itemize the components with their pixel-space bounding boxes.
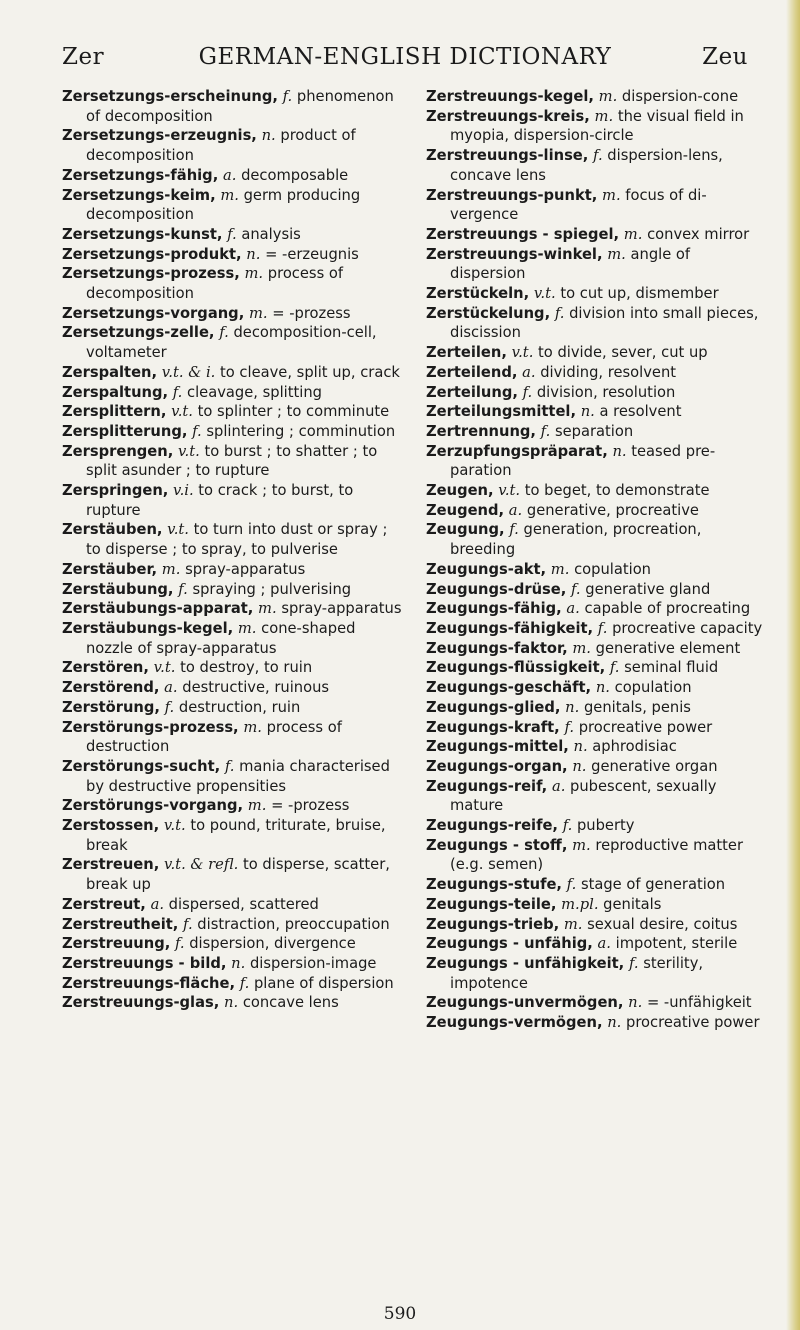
entry-grammar: f. [219, 324, 229, 342]
dictionary-entry [426, 87, 768, 107]
dictionary-entry [426, 993, 768, 1013]
dictionary-entry [62, 323, 404, 362]
entry-grammar: f. [566, 876, 577, 894]
entry-headword: Zeugungs-fähigkeit, [426, 619, 594, 637]
entry-definition: generative element [595, 639, 741, 657]
dictionary-entry [426, 225, 768, 245]
entry-headword: Zeugungs - stoff, [426, 836, 568, 854]
entry-definition: generation, procreation, breeding [450, 521, 702, 559]
dictionary-entry [62, 816, 404, 855]
left-column [62, 87, 404, 1013]
entry-headword: Zerstreutheit, [62, 915, 179, 933]
entry-headword: Zerstörungs-prozess, [62, 718, 239, 736]
dictionary-entry [62, 520, 404, 559]
dictionary-entry [426, 737, 768, 757]
entry-headword: Zerstreuen, [62, 856, 160, 874]
dictionary-entry [426, 422, 768, 442]
entry-definition: to disperse, scatter, break up [86, 856, 390, 894]
entry-grammar: f. [282, 88, 293, 105]
entry-grammar: a. [597, 935, 611, 953]
entry-grammar: a. [164, 679, 178, 697]
dictionary-entry [62, 895, 404, 915]
entry-headword: Zeugungs-geschäft, [426, 679, 592, 697]
page-number: 590 [383, 1304, 417, 1324]
dictionary-entry [426, 304, 768, 343]
dictionary-entry [62, 855, 404, 894]
entry-grammar: m. [248, 304, 268, 322]
header-title: GERMAN-ENGLISH DICTIONARY [198, 44, 612, 70]
entry-headword: Zerstreut, [62, 895, 146, 913]
entry-definition: destructive, ruinous [182, 679, 330, 697]
dictionary-entry [62, 796, 404, 816]
entry-definition: copulation [614, 679, 692, 697]
entry-headword: Zeugungs-glied, [426, 698, 561, 716]
entry-definition: to cleave, split up, crack [220, 363, 400, 381]
entry-grammar: n. [246, 245, 261, 263]
entry-grammar: n. [607, 1014, 622, 1032]
entry-headword: Zerteilend, [426, 363, 518, 381]
entry-headword: Zeugungs-reife, [426, 817, 559, 835]
dictionary-entry [62, 402, 404, 422]
dictionary-entry [62, 126, 404, 165]
entry-headword: Zerstäubungs-kegel, [62, 619, 234, 637]
entry-grammar: a. [150, 895, 164, 913]
dictionary-entry [62, 993, 404, 1013]
entry-definition: genitals, penis [583, 698, 691, 716]
entry-grammar: a. [551, 777, 566, 795]
entry-headword: Zeugungs-reif, [426, 777, 548, 795]
entry-grammar: f. [571, 580, 581, 598]
entry-grammar: v.t. [167, 521, 189, 539]
entry-headword: Zerstückelung, [426, 304, 551, 322]
entry-grammar: n. [231, 954, 246, 972]
entry-definition: = -unfähigkeit [646, 994, 752, 1012]
entry-definition: angle of dispersion [450, 245, 691, 283]
entry-headword: Zeugungs-vermögen, [426, 1014, 603, 1032]
entry-headword: Zerstörend, [62, 679, 160, 697]
entry-headword: Zeugungs-mittel, [426, 738, 569, 756]
entry-definition: analysis [241, 225, 301, 243]
dictionary-entry [62, 186, 404, 225]
dictionary-entry [62, 422, 404, 442]
entry-headword: Zerteilung, [426, 383, 518, 401]
dictionary-entry [62, 304, 404, 324]
dictionary-entry [62, 599, 404, 619]
header-last-guide-word: Zeu [702, 44, 748, 70]
entry-grammar: v.t. & i. [161, 363, 216, 381]
dictionary-entry [62, 580, 404, 600]
dictionary-entry [426, 520, 768, 559]
dictionary-entry [426, 875, 768, 895]
entry-headword: Zeugungs-akt, [426, 560, 547, 578]
entry-definition: division, resolution [536, 383, 676, 401]
entry-definition: to destroy, to ruin [180, 659, 313, 677]
dictionary-entry [62, 383, 404, 403]
entry-headword: Zerstückeln, [426, 285, 530, 303]
dictionary-entry [62, 678, 404, 698]
entry-definition: decomposition-cell, voltameter [86, 324, 377, 362]
entry-headword: Zeugungs-organ, [426, 757, 568, 775]
dictionary-entry [62, 166, 404, 186]
entry-definition: to burst ; to shatter ; to split asunder ; to rupture [86, 442, 378, 480]
entry-grammar: f. [540, 422, 551, 440]
dictionary-entry [62, 619, 404, 658]
entry-grammar: a. [522, 363, 536, 381]
entry-headword: Zeugungs-faktor, [426, 639, 568, 657]
entry-definition: dispersion-image [249, 954, 377, 972]
entry-definition: product of decomposition [86, 127, 356, 165]
entry-definition: generative, procreative [526, 501, 699, 519]
entry-headword: Zeugungs - unfähig, [426, 935, 593, 953]
entry-grammar: f. [172, 383, 183, 401]
entry-grammar: a. [566, 600, 580, 618]
entry-grammar: f. [239, 974, 250, 992]
dictionary-entry [62, 974, 404, 994]
dictionary-entry [426, 402, 768, 422]
entry-definition: = -erzeugnis [265, 245, 359, 263]
entry-headword: Zeugung, [426, 521, 505, 539]
entry-definition: to splinter ; to comminute [197, 403, 390, 421]
dictionary-entry [426, 284, 768, 304]
entry-grammar: f. [554, 304, 565, 322]
dictionary-entry [426, 146, 768, 185]
entry-headword: Zersetzungs-prozess, [62, 265, 240, 283]
dictionary-entry [62, 481, 404, 520]
entry-grammar: m. [598, 88, 618, 105]
entry-headword: Zersetzungs-keim, [62, 186, 216, 204]
dictionary-entry [426, 383, 768, 403]
entry-headword: Zerspalten, [62, 363, 158, 381]
dictionary-entry [62, 718, 404, 757]
dictionary-entry [62, 757, 404, 796]
entry-definition: to beget, to demonstrate [524, 482, 710, 500]
entry-definition: reproductive matter (e.g. semen) [450, 836, 743, 874]
dictionary-entry [62, 934, 404, 954]
entry-definition: spraying ; pulverising [192, 580, 352, 598]
dictionary-entry [62, 245, 404, 265]
entry-definition: capable of procreating [584, 600, 751, 618]
entry-definition: a resolvent [599, 403, 682, 421]
entry-headword: Zersetzungs-kunst, [62, 225, 223, 243]
entry-definition: dispersion, divergence [189, 935, 356, 953]
entry-definition: teased preparation [450, 442, 716, 480]
entry-definition: phenomenon of decomposition [86, 88, 394, 125]
dictionary-entry [426, 442, 768, 481]
entry-headword: Zersplitterung, [62, 422, 188, 440]
dictionary-entry [426, 836, 768, 875]
entry-headword: Zerstäuben, [62, 521, 163, 539]
entry-definition: generative organ [591, 757, 718, 775]
entry-definition: process of decomposition [86, 265, 344, 303]
dictionary-entry [62, 954, 404, 974]
dictionary-entry [426, 698, 768, 718]
dictionary-entry [426, 363, 768, 383]
header-first-guide-word: Zer [62, 44, 105, 70]
entry-definition: stage of generation [580, 876, 726, 894]
entry-headword: Zersetzungs-fähig, [62, 166, 219, 184]
dictionary-entry [426, 107, 768, 146]
entry-headword: Zerstäubungs-apparat, [62, 600, 254, 618]
dictionary-entry [426, 639, 768, 659]
entry-grammar: f. [593, 147, 603, 165]
entry-definition: puberty [576, 817, 635, 835]
entry-definition: to turn into dust or spray ; to disperse ; to spray, to pulverise [86, 521, 388, 559]
dictionary-entry [426, 678, 768, 698]
entry-grammar: f. [178, 580, 188, 598]
dictionary-entry [426, 777, 768, 816]
dictionary-entry [62, 264, 404, 303]
entry-grammar: m. [623, 225, 643, 243]
dictionary-entry [426, 501, 768, 521]
entry-headword: Zerspringen, [62, 482, 169, 500]
entry-grammar: m. [594, 107, 614, 125]
entry-grammar: f. [174, 935, 185, 953]
entry-grammar: m. [607, 245, 626, 263]
entry-definition: dividing, resolvent [540, 363, 677, 381]
dictionary-entry [426, 816, 768, 836]
entry-headword: Zersplittern, [62, 403, 167, 421]
entry-grammar: m.pl. [561, 895, 599, 913]
entry-headword: Zersetzungs-produkt, [62, 245, 242, 263]
entry-headword: Zerstörung, [62, 698, 160, 716]
entry-definition: dispersion-lens, concave lens [450, 147, 723, 184]
entry-definition: spray-apparatus [281, 600, 402, 618]
entry-definition: procreative power [626, 1014, 760, 1032]
entry-definition: to crack ; to burst, to rupture [86, 482, 354, 519]
entry-headword: Zerstörungs-vorgang, [62, 797, 244, 815]
entry-definition: procreative power [578, 718, 713, 736]
entry-headword: Zerstreuungs-fläche, [62, 974, 236, 992]
entry-headword: Zeugungs-fähig, [426, 600, 562, 618]
entry-grammar: v.t. [171, 403, 193, 421]
entry-headword: Zerstörungs-sucht, [62, 757, 221, 775]
dictionary-entry [426, 718, 768, 738]
entry-grammar: n. [580, 403, 595, 421]
entry-headword: Zerstreuungs-kegel, [426, 88, 594, 105]
entry-grammar: a. [508, 501, 523, 519]
entry-headword: Zerstreuungs-linse, [426, 147, 589, 165]
entry-grammar: m. [161, 560, 181, 578]
dictionary-entry [426, 658, 768, 678]
entry-grammar: a. [222, 166, 237, 184]
entry-grammar: n. [595, 679, 610, 697]
entry-headword: Zeugungs-kraft, [426, 718, 560, 736]
entry-grammar: v.t. & refl. [163, 856, 239, 874]
dictionary-entry [426, 343, 768, 363]
entry-definition: impotent, sterile [615, 935, 738, 953]
entry-definition: process of destruction [86, 718, 342, 756]
entry-definition: germ producing decomposition [86, 186, 361, 224]
dictionary-entry [62, 915, 404, 935]
dictionary-entry [426, 560, 768, 580]
running-header [62, 44, 748, 78]
entry-headword: Zeugungs-drüse, [426, 580, 567, 598]
entry-grammar: v.t. [163, 817, 186, 835]
entry-definition: concave lens [242, 994, 339, 1012]
entry-definition: convex mirror [647, 225, 750, 243]
entry-headword: Zersetzungs-erzeugnis, [62, 127, 257, 145]
entry-grammar: m. [237, 619, 257, 637]
dictionary-entry [426, 895, 768, 915]
entry-headword: Zersetzungs-erscheinung, [62, 88, 278, 105]
entry-definition: dispersed, scattered [168, 895, 319, 913]
entry-headword: Zerstäuber, [62, 560, 158, 578]
entry-grammar: m. [563, 915, 583, 933]
entry-headword: Zerstreuungs-winkel, [426, 245, 603, 263]
entry-definition: procreative capacity [612, 619, 763, 637]
entry-definition: splintering ; comminution [206, 422, 396, 440]
dictionary-entry [62, 560, 404, 580]
entry-grammar: n. [224, 994, 239, 1012]
dictionary-entry [426, 481, 768, 501]
dictionary-entry [62, 363, 404, 383]
entry-grammar: f. [509, 521, 519, 539]
dictionary-entry [426, 1013, 768, 1033]
entry-headword: Zerstreuung, [62, 935, 171, 953]
entry-grammar: f. [224, 757, 235, 775]
entry-definition: = -prozess [272, 304, 351, 322]
dictionary-entry [426, 954, 768, 993]
dictionary-entry [426, 580, 768, 600]
entry-headword: Zerstreuungs - bild, [62, 954, 227, 972]
entry-definition: to cut up, dismember [560, 285, 719, 303]
entry-definition: mania characterised by destructive propensities [86, 757, 390, 795]
entry-definition: spray-apparatus [185, 560, 306, 578]
entry-grammar: m. [243, 718, 262, 736]
entry-definition: = -prozess [271, 797, 350, 815]
entry-grammar: m. [247, 797, 267, 815]
entry-definition: dispersion-cone [621, 88, 739, 105]
entry-definition: plane of dispersion [253, 974, 394, 992]
entry-grammar: n. [261, 127, 276, 145]
entry-definition: aphrodisiac [592, 738, 677, 756]
entry-grammar: v.t. [177, 442, 200, 460]
entry-grammar: f. [183, 915, 193, 933]
entry-headword: Zerstören, [62, 659, 149, 677]
entry-definition: genitals [603, 895, 662, 913]
dictionary-entry [62, 442, 404, 481]
entry-grammar: n. [573, 738, 588, 756]
entry-definition: to divide, sever, cut up [538, 344, 708, 362]
entry-definition: the visual field in myopia, dispersion-circle [450, 107, 744, 145]
dictionary-entry [62, 658, 404, 678]
entry-headword: Zeugend, [426, 501, 505, 519]
entry-definition: sexual desire, coitus [587, 915, 738, 933]
entry-grammar: m. [244, 265, 264, 283]
entry-headword: Zerteilen, [426, 344, 507, 362]
entry-headword: Zeugungs-flüssigkeit, [426, 659, 606, 677]
entry-headword: Zerteilungsmittel, [426, 403, 577, 421]
entry-grammar: f. [192, 422, 202, 440]
entry-grammar: f. [562, 817, 573, 835]
entry-headword: Zerstäubung, [62, 580, 174, 598]
entry-grammar: f. [227, 225, 237, 243]
entry-headword: Zerspaltung, [62, 383, 169, 401]
entry-grammar: f. [597, 619, 608, 637]
entry-definition: sterility, impotence [450, 954, 704, 992]
entry-definition: cleavage, splitting [187, 383, 322, 401]
dictionary-entry [62, 698, 404, 718]
entry-headword: Zeugungs-trieb, [426, 915, 560, 933]
entry-definition: cone-shaped nozzle of spray-apparatus [86, 619, 356, 657]
entry-grammar: m. [572, 639, 591, 657]
entry-grammar: v.t. [153, 659, 176, 677]
entry-grammar: m. [258, 600, 277, 618]
dictionary-entry [426, 915, 768, 935]
entry-headword: Zersetzungs-vorgang, [62, 304, 245, 322]
entry-headword: Zeugen, [426, 482, 494, 500]
entry-grammar: n. [572, 757, 587, 775]
entry-headword: Zerstreuungs-punkt, [426, 186, 598, 204]
dictionary-entry [426, 619, 768, 639]
dictionary-entry [426, 599, 768, 619]
entry-headword: Zersetzungs-zelle, [62, 324, 215, 342]
entry-definition: division into small pieces, discission [450, 304, 759, 342]
entry-headword: Zertrennung, [426, 422, 536, 440]
entry-definition: distraction, preoccupation [197, 915, 390, 933]
entry-headword: Zeugungs-teile, [426, 895, 557, 913]
entry-definition: focus of divergence [450, 186, 707, 224]
entry-grammar: m. [572, 836, 591, 854]
entry-headword: Zerzupfungspräparat, [426, 442, 608, 460]
entry-definition: seminal fluid [624, 659, 719, 677]
dictionary-entry [426, 186, 768, 225]
entry-grammar: m. [550, 560, 570, 578]
entry-definition: generative gland [585, 580, 711, 598]
entry-headword: Zeugungs-stufe, [426, 876, 562, 894]
entry-headword: Zeugungs-unvermögen, [426, 994, 624, 1012]
entry-grammar: m. [602, 186, 621, 204]
entry-definition: destruction, ruin [178, 698, 301, 716]
entry-grammar: n. [628, 994, 643, 1012]
entry-grammar: m. [220, 186, 239, 204]
entry-headword: Zerstreuungs-glas, [62, 994, 220, 1012]
entry-headword: Zerstossen, [62, 817, 160, 835]
entry-grammar: f. [628, 954, 639, 972]
entry-grammar: f. [564, 718, 575, 736]
entry-grammar: f. [164, 698, 175, 716]
entry-definition: pubescent, sexually mature [450, 777, 717, 815]
entry-headword: Zerstreuungs - spiegel, [426, 225, 620, 243]
dictionary-entry [426, 245, 768, 284]
dictionary-entry [62, 87, 404, 126]
right-column [426, 87, 768, 1033]
entry-headword: Zersprengen, [62, 442, 174, 460]
dictionary-entry [426, 934, 768, 954]
entry-headword: Zerstreuungs-kreis, [426, 107, 590, 125]
entry-grammar: f. [522, 383, 533, 401]
entry-headword: Zeugungs - unfähigkeit, [426, 954, 625, 972]
entry-definition: copulation [574, 560, 651, 578]
entry-grammar: n. [565, 698, 580, 716]
entry-grammar: v.t. [498, 482, 521, 500]
dictionary-entry [426, 757, 768, 777]
entry-definition: separation [554, 422, 634, 440]
entry-definition: to pound, triturate, bruise, break [86, 817, 386, 854]
entry-grammar: v.t. [533, 285, 556, 303]
page-edge-shadow [786, 0, 800, 1330]
entry-grammar: v.t. [511, 344, 534, 362]
entry-definition: decomposable [241, 166, 349, 184]
entry-grammar: n. [612, 442, 627, 460]
entry-grammar: v.i. [173, 482, 194, 500]
entry-grammar: f. [609, 659, 620, 677]
dictionary-entry [62, 225, 404, 245]
